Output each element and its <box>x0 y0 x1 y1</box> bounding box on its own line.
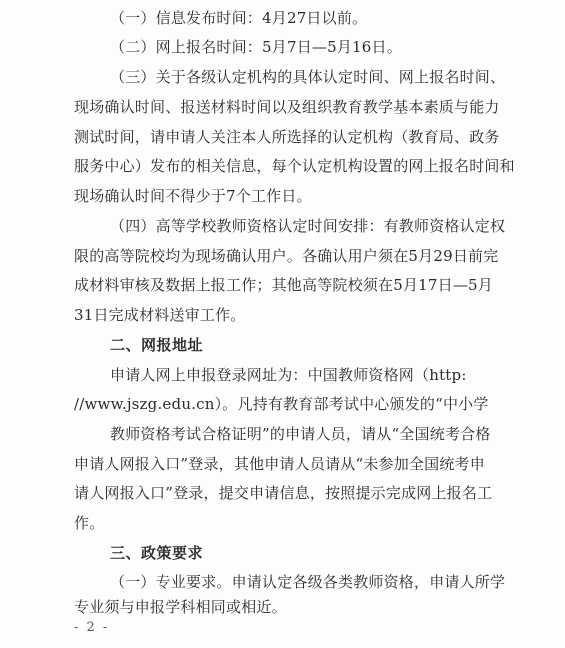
text-line: 现场确认时间不得少于7个工作日。 <box>74 187 312 205</box>
text-line: 请人网报入口”登录，提交申请信息，按照提示完成网上报名工 <box>74 484 493 502</box>
text-line: （二）网上报名时间：5月7日—5月16日。 <box>110 38 402 56</box>
text-line: （三）关于各级认定机构的具体认定时间、网上报名时间、 <box>110 68 506 86</box>
text-line: 31日完成材料送审工作。 <box>74 306 246 324</box>
text-line: 作。 <box>74 514 105 532</box>
section-heading-2: 二、网报地址 <box>110 336 204 354</box>
page-number: - 2 - <box>74 620 110 635</box>
text-line: 申请人网报入口”登录，其他申请人员请从“未参加全国统考申 <box>74 455 485 473</box>
text-line: 申请人网上申报登录网址为：中国教师资格网（http: <box>110 366 467 384</box>
text-line: 限的高等院校均为现场确认用户。各确认用户须在5月29日前完 <box>74 247 499 265</box>
text-line: 成材料审核及数据上报工作；其他高等院校须在5月17日—5月 <box>74 276 493 294</box>
text-line: 教师资格考试合格证明”的申请人员，请从“全国统考合格 <box>110 425 491 443</box>
text-line: 服务中心）发布的相关信息，每个认定机构设置的网上报名时间和 <box>74 157 515 175</box>
text-line: （一）专业要求。申请认定各级各类教师资格，申请人所学 <box>110 573 506 591</box>
text-line: //www.jszg.edu.cn）。凡持有教育部考试中心颁发的“中小学 <box>74 395 489 413</box>
text-line: 测试时间，请申请人关注本人所选择的认定机构（教育局、政务 <box>74 128 500 146</box>
section-heading-3: 三、政策要求 <box>110 544 204 562</box>
text-line: 专业须与申报学科相同或相近。 <box>74 598 287 616</box>
text-line: 现场确认时间、报送材料时间以及组织教育教学基本素质与能力 <box>74 98 500 116</box>
text-line: （一）信息发布时间：4月27日以前。 <box>110 9 368 27</box>
text-line: （四）高等学校教师资格认定时间安排：有教师资格认定权 <box>110 217 506 235</box>
